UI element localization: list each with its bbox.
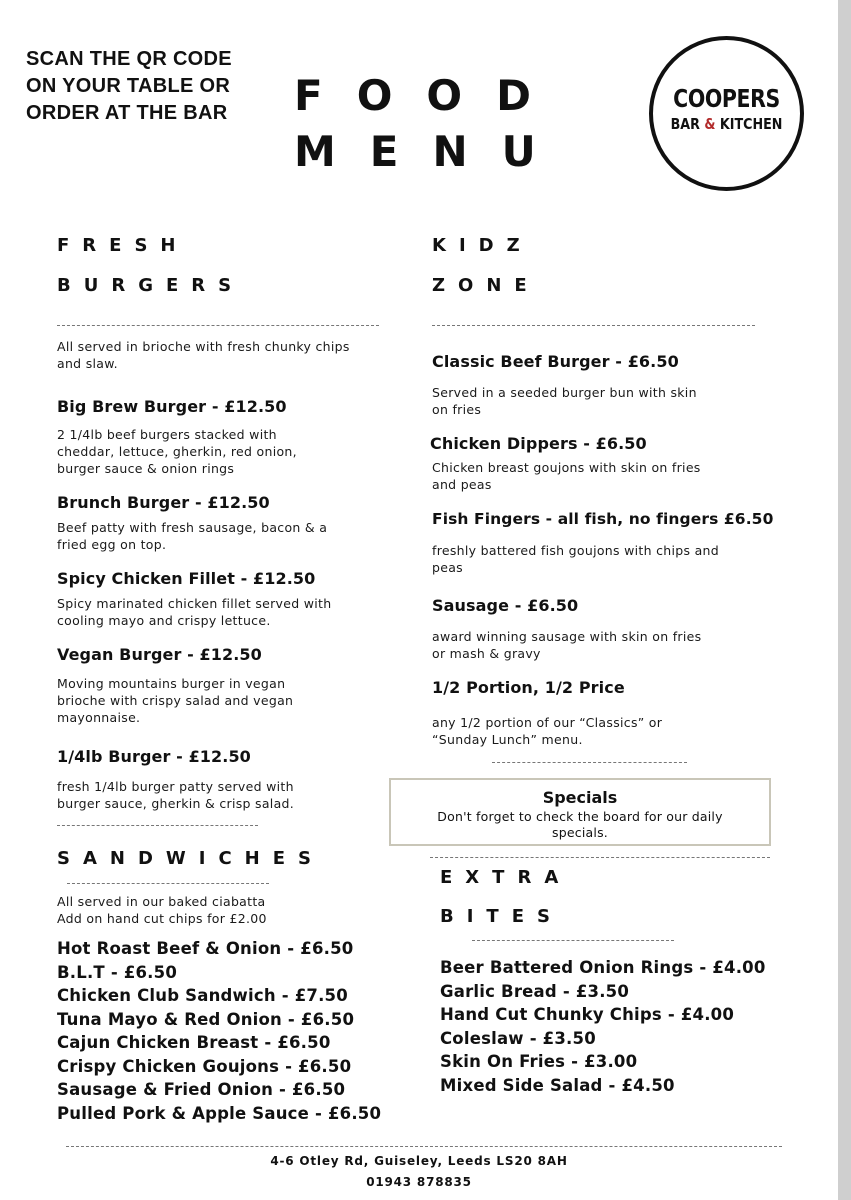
menu-item-desc: fresh 1/4lb burger patty served with burger sauce, gherkin & crisp salad. [57, 779, 295, 811]
burgers-intro: All served in brioche with fresh chunky chips and slaw. [57, 339, 350, 371]
list-item: Cajun Chicken Breast - £6.50 [57, 1033, 331, 1052]
list-item: Hot Roast Beef & Onion - £6.50 [57, 939, 354, 958]
list-item: Chicken Club Sandwich - £7.50 [57, 986, 348, 1005]
divider [57, 325, 379, 326]
divider [432, 325, 755, 326]
menu-item-desc: Moving mountains burger in vegan brioche with crispy salad and vegan mayonnaise. [57, 676, 294, 725]
scan-instructions [26, 46, 266, 127]
menu-item-desc: freshly battered fish goujons with chips and peas [432, 543, 719, 575]
scan-line-1: SCAN THE QR CODE [26, 48, 232, 70]
menu-item-name: Brunch Burger - £12.50 [57, 493, 270, 512]
burgers-heading-line1: FRESH [57, 235, 189, 256]
list-item: Crispy Chicken Goujons - £6.50 [57, 1056, 352, 1076]
menu-item-name: 1/4lb Burger - £12.50 [57, 747, 251, 766]
logo-name: COOPERS [673, 84, 780, 113]
specials-heading: Specials [542, 788, 618, 807]
list-item: Skin On Fries - £3.00 [440, 1052, 638, 1071]
sandwiches-heading: SANDWICHES [57, 848, 324, 869]
menu-item-name: Classic Beef Burger - £6.50 [432, 352, 679, 371]
sandwiches-list [57, 937, 381, 1125]
menu-item-name: Fish Fingers - all fish, no fingers £6.50 [432, 510, 774, 528]
divider [57, 825, 258, 826]
list-item: Mixed Side Salad - £4.50 [440, 1075, 675, 1095]
menu-item-name: 1/2 Portion, 1/2 Price [432, 678, 625, 697]
menu-item-name: Big Brew Burger - £12.50 [57, 397, 287, 416]
kidz-heading-line2: ZONE [432, 275, 540, 296]
menu-item-desc: Spicy marinated chicken fillet served with cooling mayo and crispy lettuce. [57, 596, 332, 628]
menu-item-desc: Chicken breast goujons with skin on fries and peas [432, 460, 701, 492]
menu-item-name: Sausage - £6.50 [432, 596, 579, 615]
extra-heading-line2: BITES [440, 906, 563, 927]
list-item: Coleslaw - £3.50 [440, 1028, 596, 1048]
footer-divider [66, 1146, 782, 1147]
divider [430, 857, 770, 858]
extra-heading-line1: EXTRA [440, 867, 572, 888]
coopers-logo [649, 36, 804, 191]
menu-item-name: Vegan Burger - £12.50 [57, 645, 262, 664]
list-item: B.L.T - £6.50 [57, 962, 178, 982]
list-item: Pulled Pork & Apple Sauce - £6.50 [57, 1103, 382, 1123]
footer-address: 4-6 Otley Rd, Guiseley, Leeds LS20 8AH [270, 1154, 568, 1168]
menu-item-name: Spicy Chicken Fillet - £12.50 [57, 569, 316, 588]
menu-item-desc: award winning sausage with skin on fries or mash & gravy [432, 629, 702, 661]
footer-phone: 01943 878835 [366, 1175, 472, 1189]
specials-text: Don't forget to check the board for our daily specials. [437, 809, 723, 840]
page-edge [838, 0, 851, 1200]
scan-line-2: ON YOUR TABLE OR [26, 75, 231, 97]
list-item: Beer Battered Onion Rings - £4.00 [440, 958, 766, 977]
menu-title-menu: MENU [294, 127, 570, 176]
burgers-heading-line2: BURGERS [57, 275, 245, 296]
logo-subtitle: BAR & KITCHEN [670, 115, 783, 133]
scan-line-3: ORDER AT THE BAR [26, 102, 228, 124]
list-item: Tuna Mayo & Red Onion - £6.50 [57, 1009, 355, 1029]
extra-list [440, 956, 766, 1097]
specials-box [389, 778, 771, 846]
kidz-heading-line1: KIDZ [432, 235, 533, 256]
divider [472, 940, 674, 941]
list-item: Garlic Bread - £3.50 [440, 981, 630, 1001]
menu-item-desc: 2 1/4lb beef burgers stacked with cheddar, lettuce, gherkin, red onion, burger sauce & onion rings [57, 427, 297, 476]
menu-item-desc: any 1/2 portion of our “Classics” or “Sunday Lunch” menu. [432, 715, 663, 747]
divider [67, 883, 269, 884]
menu-item-name: Chicken Dippers - £6.50 [430, 434, 647, 453]
menu-title-food: FOOD [294, 71, 565, 120]
divider [492, 762, 687, 763]
list-item: Sausage & Fried Onion - £6.50 [57, 1080, 346, 1099]
menu-item-desc: Served in a seeded burger bun with skin on fries [432, 385, 697, 417]
list-item: Hand Cut Chunky Chips - £4.00 [440, 1005, 735, 1024]
sandwiches-intro: All served in our baked ciabatta Add on hand cut chips for £2.00 [57, 894, 267, 926]
menu-item-desc: Beef patty with fresh sausage, bacon & a fried egg on top. [57, 520, 328, 552]
